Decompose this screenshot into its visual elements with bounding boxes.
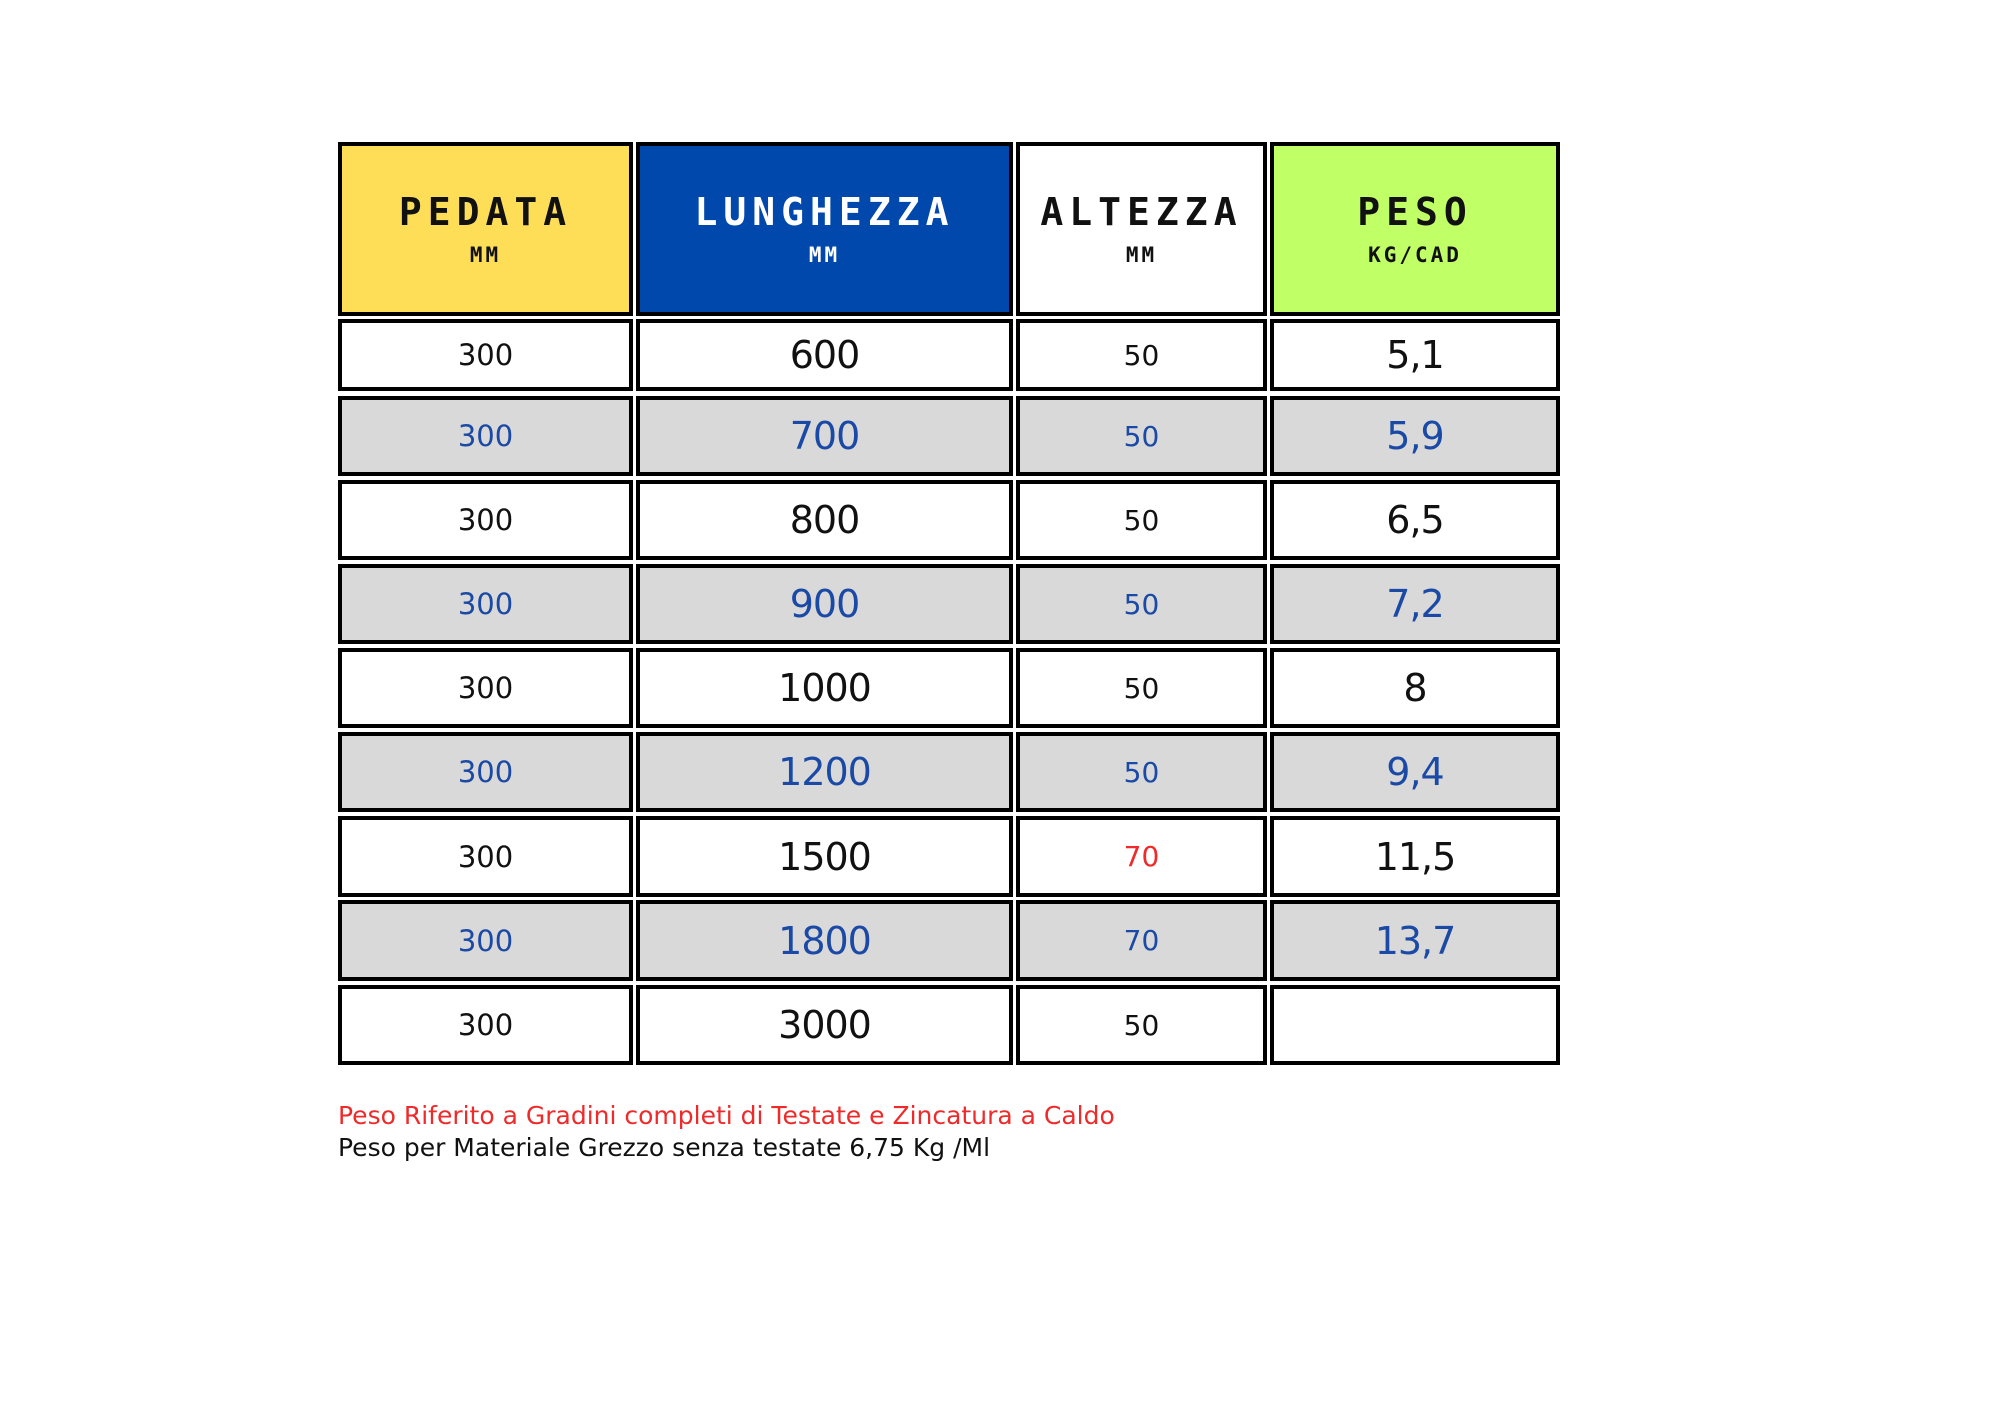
cell-altezza: 50 xyxy=(1016,480,1267,560)
cell-lunghezza: 1000 xyxy=(636,648,1013,728)
header-title: PESO xyxy=(1357,189,1473,234)
cell-pedata: 300 xyxy=(338,396,633,476)
cell-lunghezza: 1500 xyxy=(636,816,1013,897)
cell-lunghezza: 1800 xyxy=(636,900,1013,981)
cell-pedata: 300 xyxy=(338,985,633,1065)
note-weight-reference: Peso Riferito a Gradini completi di Testate e Zincatura a Caldo xyxy=(338,1101,1115,1130)
cell-pedata: 300 xyxy=(338,816,633,897)
cell-pedata: 300 xyxy=(338,732,633,812)
cell-lunghezza: 800 xyxy=(636,480,1013,560)
cell-peso: 6,5 xyxy=(1270,480,1560,560)
cell-altezza: 50 xyxy=(1016,985,1267,1065)
cell-altezza: 50 xyxy=(1016,648,1267,728)
header-title: PEDATA xyxy=(398,189,573,234)
cell-pedata: 300 xyxy=(338,319,633,391)
cell-altezza: 50 xyxy=(1016,319,1267,391)
header-pedata xyxy=(338,142,633,316)
cell-altezza: 50 xyxy=(1016,564,1267,644)
cell-pedata: 300 xyxy=(338,648,633,728)
header-unit: MM xyxy=(469,242,502,267)
cell-peso: 7,2 xyxy=(1270,564,1560,644)
cell-altezza: 50 xyxy=(1016,396,1267,476)
header-lunghezza xyxy=(636,142,1013,316)
cell-peso: 11,5 xyxy=(1270,816,1560,897)
cell-lunghezza: 3000 xyxy=(636,985,1013,1065)
cell-peso: 5,9 xyxy=(1270,396,1560,476)
header-altezza xyxy=(1016,142,1267,316)
cell-pedata: 300 xyxy=(338,564,633,644)
cell-pedata: 300 xyxy=(338,480,633,560)
header-unit: MM xyxy=(808,242,841,267)
header-unit: KG/CAD xyxy=(1368,242,1462,267)
cell-peso xyxy=(1270,985,1560,1065)
header-peso xyxy=(1270,142,1560,316)
cell-lunghezza: 900 xyxy=(636,564,1013,644)
cell-lunghezza: 1200 xyxy=(636,732,1013,812)
cell-altezza: 70 xyxy=(1016,816,1267,897)
cell-peso: 13,7 xyxy=(1270,900,1560,981)
cell-lunghezza: 700 xyxy=(636,396,1013,476)
cell-lunghezza: 600 xyxy=(636,319,1013,391)
cell-pedata: 300 xyxy=(338,900,633,981)
cell-altezza: 70 xyxy=(1016,900,1267,981)
header-unit: MM xyxy=(1125,242,1158,267)
note-raw-material-weight: Peso per Materiale Grezzo senza testate 6,75 Kg /Ml xyxy=(338,1133,991,1162)
header-title: LUNGHEZZA xyxy=(694,189,955,234)
cell-peso: 9,4 xyxy=(1270,732,1560,812)
cell-peso: 5,1 xyxy=(1270,319,1560,391)
header-title: ALTEZZA xyxy=(1040,189,1243,234)
cell-altezza: 50 xyxy=(1016,732,1267,812)
cell-peso: 8 xyxy=(1270,648,1560,728)
